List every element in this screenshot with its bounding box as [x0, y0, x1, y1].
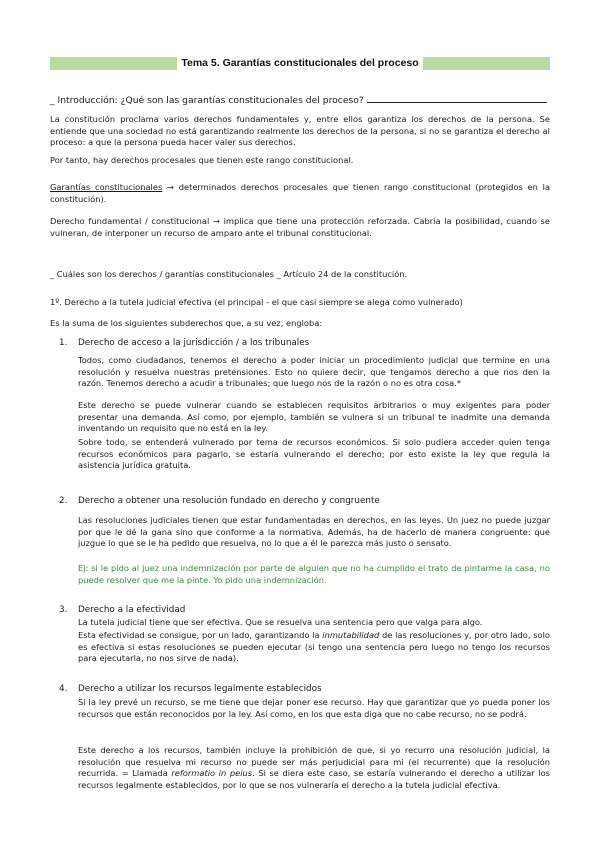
item-3-title: Derecho a la efectividad — [78, 605, 186, 615]
tutela-heading: 1º. Derecho a la tutela judicial efectiva (el principal - el que casi siempre se alega como vulnerado) — [50, 297, 463, 307]
item-1-paragraph-3: Sobre todo, se entenderá vulnerado por tema de recursos económicos. Si solo pudiera acceder quien tenga recursos económicos para pagarlo, se estaría vulnerando el derecho; por esto existe la ley que regula la asistencia jurídica gratuita. — [78, 437, 550, 471]
title-banner — [50, 56, 550, 71]
title-highlight-right — [423, 57, 550, 70]
item-2-paragraph-1: Las resoluciones judiciales tienen que estar fundamentadas en derechos, en las leyes. Un juez no puede juzgar por que le dé la gana sino que conforme a la normativa. Además, ha de hacerlo de manera congruente: que juzgue lo que se le ha pedido que resuelva, no lo que a él le parezca más justo o sensato. — [78, 515, 550, 549]
intro-heading-text: _ Introducción: ¿Qué son las garantías constitucionales del proceso? — [50, 95, 364, 106]
item-4-number: 4. — [59, 684, 68, 694]
item-1-number: 1. — [59, 338, 68, 348]
tutela-intro: Es la suma de los siguientes subderechos que, a su vez, engloba: — [50, 318, 323, 328]
item-3-p2-end: de las resoluciones y, por otro lado, solo es efectiva si estas resoluciones se pueden ejecutar (si tengo una sentencia pero luego no tengo los recursos para ejecutarla, no nos sirve de nada). — [78, 630, 550, 664]
item-2-example: Ej: si le pido al juez una indemnización por parte de alguien que no ha cumplido el trato de pintarme la casa, no puede resolver que me la pinte. Yo pido una indemnización. — [78, 563, 550, 585]
item-3-p2-term: inmutabilidad — [322, 630, 380, 640]
section2-heading: _ Cuáles son los derechos / garantías constitucionales _ Artículo 24 de la constitución. — [50, 269, 408, 279]
intro-heading-rule — [367, 94, 547, 103]
item-2-title: Derecho a obtener una resolución fundado en derecho y congruente — [78, 496, 380, 506]
item-4-paragraph-1: Si la ley prevé un recurso, se me tiene que dejar poner ese recurso. Hay que garantizar que yo pueda poner los recursos que están reconocidos por la ley. Así como, en los que esta diga que no cabe recurso, no se podrá. — [78, 697, 550, 719]
item-3-p2-start: Esta efectividad se consigue, por un lado, garantizando la — [78, 630, 323, 640]
item-4-paragraph-2 — [78, 745, 550, 791]
intro-paragraph-2: Por tanto, hay derechos procesales que tienen este rango constitucional. — [50, 155, 354, 165]
intro-heading — [50, 94, 550, 107]
garantias-definition — [50, 182, 550, 205]
item-1-paragraph-2: Este derecho se puede vulnerar cuando se establecen requisitos arbitrarios o muy exigentes para poder presentar una demanda. Así como, por ejemplo, también se vulnera si un tribunal te inadmite una demanda inventando un requisito que no está en la ley. — [78, 400, 550, 434]
garantias-definition-text: → determinados derechos procesales que tienen rango constitucional (protegidos en la constitución). — [50, 182, 550, 204]
item-4-title: Derecho a utilizar los recursos legalmente establecidos — [78, 684, 322, 694]
title-highlight-left — [50, 57, 177, 70]
garantias-term: Garantías constitucionales — [50, 182, 163, 192]
item-4-p2-start: Este derecho a los recursos, también incluye la prohibición de que, si yo recurro una resolución judicial, la resolución que resuelva mi recurso no puede ser más perjudicial para mi (el recurrente) que la resolución recurrida. = Llamada — [78, 745, 550, 779]
derecho-fundamental-paragraph: Derecho fundamental / constitucional → implica que tiene una protección reforzada. Cabría la posibilidad, cuando se vulneran, de interponer un recurso de amparo ante el tribunal constitucional. — [50, 216, 550, 238]
item-3-paragraph-2 — [78, 630, 550, 665]
item-1-paragraph-1: Todos, como ciudadanos, tenemos el derecho a poder iniciar un procedimiento judicial que termine en una resolución y resuelva nuestras pretensiones. Esto no quiere decir, que tengamos derecho a que nos den la razón. Tenemos derecho a acudir a tribunales; que luego nos de la razón o no es otra cosa.* — [78, 355, 550, 389]
item-3-number: 3. — [59, 605, 68, 615]
item-2-number: 2. — [59, 496, 68, 506]
item-1-title: Derecho de acceso a la jurisdicción / a los tribunales — [78, 338, 310, 348]
item-4-p2-term: reformatio in peius — [171, 768, 253, 779]
item-3-paragraph-1: La tutela judicial tiene que ser efectiva. Que se resuelva una sentencia pero que valga para algo. — [78, 617, 483, 627]
page-title: Tema 5. Garantías constitucionales del proceso — [181, 56, 419, 69]
item-4-p2-end: . Si se diera este caso, se estaría vulnerando el derecho a utilizar los recursos legalmente establecidos, por lo que se nos vulneraría el derecho a la tutela judicial efectiva. — [78, 768, 550, 790]
intro-paragraph-1: La constitución proclama varios derechos fundamentales y, entre ellos garantiza los derechos de la persona. Se entiende que una sociedad no está garantizando realmente los derechos de la persona, si no se garantiza el derecho al proceso: a que la persona pueda hacer valer sus derechos. — [50, 114, 550, 148]
